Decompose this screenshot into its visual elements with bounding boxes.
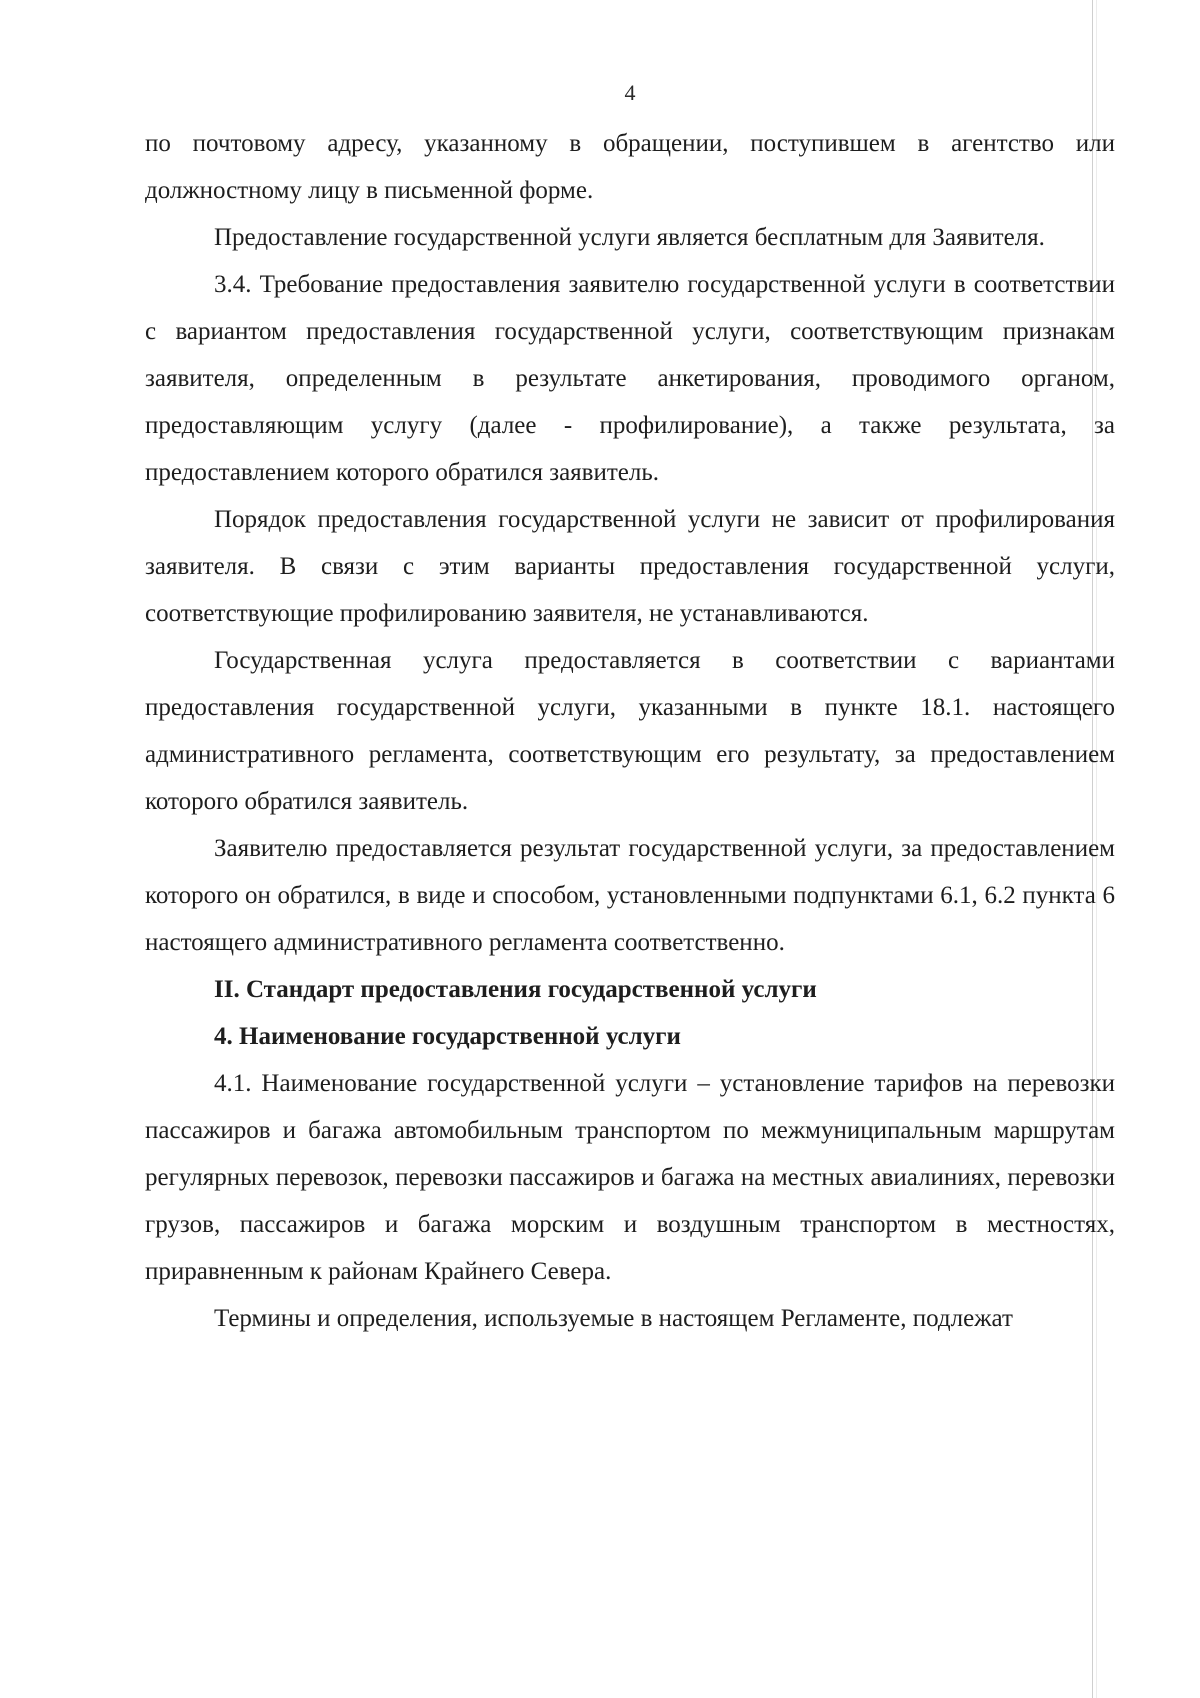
paragraph-4-1: 4.1. Наименование государственной услуги – установление тарифов на перевозки пассажиров и багажа автомобильным транспортом по межмуниципальным маршрутам регулярных перевозок, перевозки пассажиров и багажа на местных авиалиниях, перевозки грузов, пассажиров и багажа морским и воздушным транспортом в местностях, приравненным к районам Крайнего Севера. [145,1070,1115,1285]
paragraph-result: Заявителю предоставляется результат государственной услуги, за предоставлением которого он обратился, в виде и способом, установленными подпунктами 6.1, 6.2 пункта 6 настоящего административного регламента соответственно. [145,835,1115,956]
paragraph-profiling-order: Порядок предоставления государственной услуги не зависит от профилирования заявителя. В связи с этим варианты предоставления государственной услуги, соответствующие профилированию заявителя, не устанавливаются. [145,506,1115,627]
subsection-heading-name: 4. Наименование государственной услуги [214,1023,681,1050]
page-number: 4 [624,80,636,105]
paragraph-variants: Государственная услуга предоставляется в соответствии с вариантами предоставления государственной услуги, указанными в пункте 18.1. настоящего административного регламента, соответствующим его результату, за предоставлением которого обратился заявитель. [145,647,1115,815]
paragraph-terms: Термины и определения, используемые в настоящем Регламенте, подлежат [214,1305,1013,1332]
paragraph-free-of-charge: Предоставление государственной услуги является бесплатным для Заявителя. [214,224,1045,251]
document-body [145,120,1115,1342]
section-heading-standard: II. Стандарт предоставления государственной услуги [214,976,817,1003]
paragraph-3-4: 3.4. Требование предоставления заявителю государственной услуги в соответствии с вариантом предоставления государственной услуги, соответствующим признакам заявителя, определенным в результате анкетирования, проводимого органом, предоставляющим услугу (далее - профилирование), а также результата, за предоставлением которого обратился заявитель. [145,271,1115,486]
paragraph-continuation: по почтовому адресу, указанному в обращении, поступившем в агентство или должностному лицу в письменной форме. [145,130,1115,204]
